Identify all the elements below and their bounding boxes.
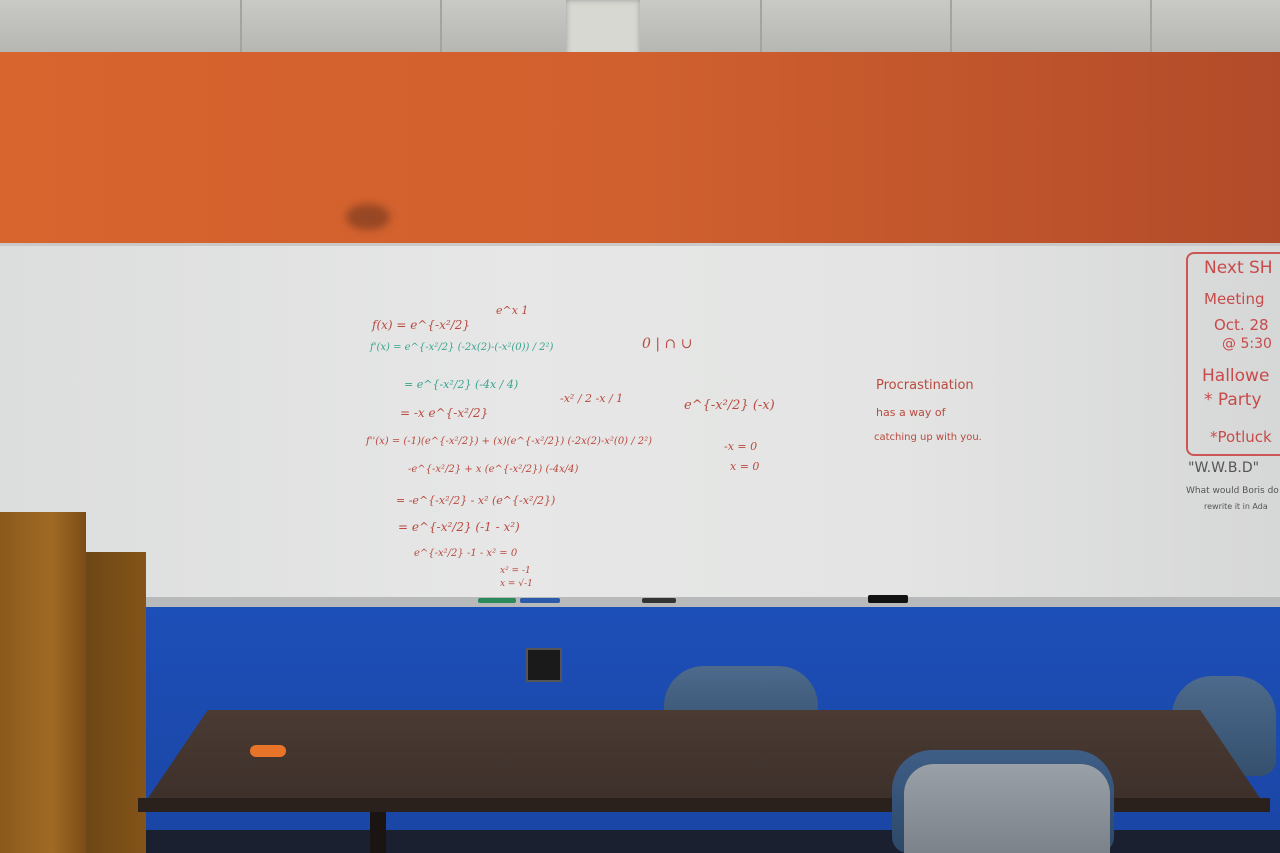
math-line: x = 0 — [730, 460, 760, 473]
math-line: e^{-x²/2} (-x) — [684, 398, 775, 413]
ceiling — [0, 0, 1280, 52]
math-line: -x² / 2 -x / 1 — [560, 392, 624, 405]
orange-wall — [0, 52, 1280, 244]
notice-line: rewrite it in Ada — [1204, 502, 1268, 511]
eraser[interactable] — [868, 595, 908, 603]
math-line: f(x) = e^{-x²/2} — [372, 318, 470, 332]
math-line: = -e^{-x²/2} - x² (e^{-x²/2}) — [396, 494, 556, 507]
ceiling-tile-seam — [240, 0, 242, 52]
math-line: f'(x) = e^{-x²/2} (-2x(2)-(-x²(0)) / 2²) — [370, 342, 554, 353]
ceiling-tile-seam — [950, 0, 952, 52]
candy-wrapper — [250, 745, 286, 757]
math-line: = e^{-x²/2} (-4x / 4) — [404, 378, 519, 391]
table-leg — [370, 812, 386, 853]
notice-line: @ 5:30 — [1222, 336, 1272, 352]
quote-line: has a way of — [876, 406, 946, 419]
math-line: e^{-x²/2} -1 - x² = 0 — [414, 548, 518, 559]
wall-outlet — [526, 648, 562, 682]
wall-smudge — [346, 204, 390, 230]
notice-line: * Party — [1204, 390, 1262, 410]
wooden-podium-side — [86, 552, 146, 853]
notice-line: Oct. 28 — [1214, 316, 1269, 334]
ceiling-tile-seam — [440, 0, 442, 52]
chair-back-cover — [904, 764, 1110, 853]
notice-line: *Potluck — [1210, 428, 1272, 446]
notice-line: "W.W.B.D" — [1188, 460, 1260, 476]
math-line: e^x 1 — [496, 304, 529, 317]
notice-line: Meeting — [1204, 290, 1265, 308]
marker[interactable] — [642, 598, 676, 603]
quote-line: catching up with you. — [874, 432, 982, 443]
math-line: -e^{-x²/2} + x (e^{-x²/2}) (-4x/4) — [408, 464, 579, 475]
math-line: x = √-1 — [500, 579, 533, 589]
math-line: -x = 0 — [724, 440, 758, 453]
math-line: x² = -1 — [500, 566, 531, 576]
math-line: = e^{-x²/2} (-1 - x²) — [398, 520, 520, 534]
math-line: = -x e^{-x²/2} — [400, 406, 489, 420]
ceiling-light-fixture — [566, 0, 640, 60]
wooden-podium — [0, 512, 86, 853]
sign-chart: 0 | ∩ ∪ — [642, 336, 693, 352]
meeting-notice-box — [1186, 252, 1280, 456]
marker[interactable] — [520, 598, 560, 603]
notice-line: Hallowe — [1202, 366, 1270, 386]
ceiling-tile-seam — [1150, 0, 1152, 52]
ceiling-tile-seam — [760, 0, 762, 52]
whiteboard — [0, 243, 1280, 599]
math-line: f''(x) = (-1)(e^{-x²/2}) + (x)(e^{-x²/2}) (-2x(2)-x²(0) / 2²) — [366, 436, 653, 447]
marker[interactable] — [478, 598, 516, 603]
notice-line: Next SH — [1204, 258, 1273, 278]
notice-line: What would Boris do — [1186, 486, 1279, 496]
quote-line: Procrastination — [876, 378, 974, 393]
